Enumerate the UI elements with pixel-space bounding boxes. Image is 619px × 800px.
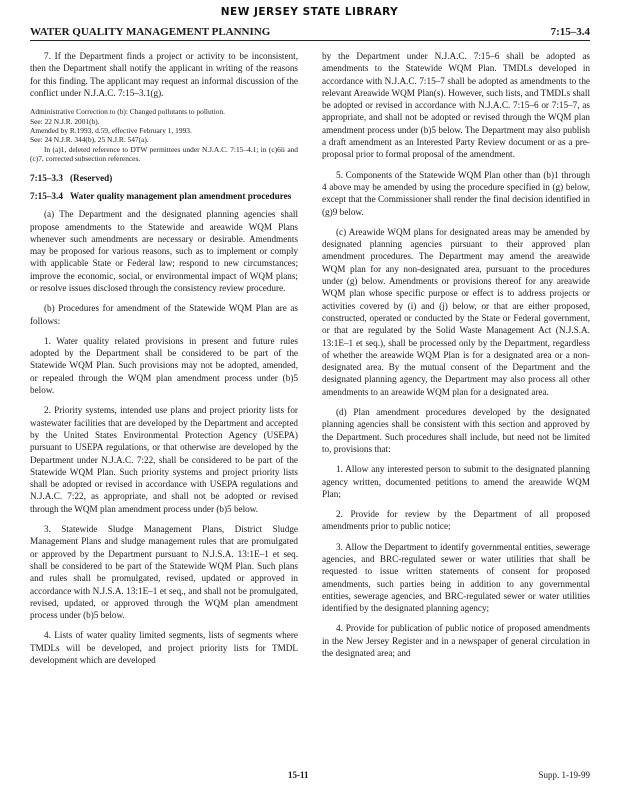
paragraph-d2: 2. Provide for review by the Department of all proposed amendments prior to public notice;: [322, 509, 590, 532]
paragraph-b4-continued: by the Department under N.J.A.C. 7:15–6 shall be adopted as amendments to the Statewide WQM Plan. TMDLs developed in accordance with N.J.A.C. 7:15–7 shall be adopted as amendments to the relevant Areawide WQM Plan(s). However, such lists, and TMDLs shall be adopted or revised in accordance with N.J.A.C. 7:15–6 or 7:15–7, as appropriate, and shall not be adopted or revised through the WQM plan amendment process under (b)5 below. The Department may also publish a draft amendment as an Interested Party Review document or as a pre-proposal prior to formal proposal of the amendment.: [322, 51, 590, 160]
left-column: [30, 50, 298, 674]
paragraph-a: (a) The Department and the designated planning agencies shall propose amendments to the Statewide and areawide WQM Plans whenever such amendments are necessary or desirable. Amendments may be proposed for various reasons, such as to implement or comply with applicable State or Federal law; respond to new circumstances; improve the economic, social, or environmental impact of WQM plans; or resolve issues disclosed through the consistency review procedure.: [30, 209, 298, 293]
running-header: [30, 26, 590, 41]
paragraph-c7: 7. If the Department finds a project or activity to be inconsistent, then the Department shall notify the applicant in writing of the reasons for this finding. The applicant may request an informal discussion of the conflict under N.J.A.C. 7:15–3.1(g).: [30, 51, 298, 98]
supplement-date: Supp. 1-19-99: [538, 770, 590, 780]
history-line: In (a)1, deleted reference to DTW permittees under N.J.A.C. 7:15–4.1; in (c)6ii and (c)7, corrected subsection references.: [30, 144, 298, 164]
header-title: WATER QUALITY MANAGEMENT PLANNING: [30, 26, 271, 38]
paragraph-d: (d) Plan amendment procedures developed by the designated planning agencies shall be consistent with this section and approved by the Department. Such procedures shall include, but need not be limited to, provisions that:: [322, 407, 590, 454]
section-heading-3-4: [30, 190, 298, 202]
section-title: (Reserved): [70, 172, 113, 183]
page-number: 15-11: [288, 770, 309, 780]
section-title: Water quality management plan amendment procedures: [70, 190, 292, 201]
paragraph-b1: 1. Water quality related provisions in present and future rules adopted by the Department shall be considered to be part of the Statewide WQM Plan. Such provisions may not be adopted, amended, or repealed through the WQM plan amendment process under (b)5 below.: [30, 335, 298, 396]
paragraph-d4: 4. Provide for publication of public notice of proposed amendments in the New Jersey Register and in a newspaper of general circulation in the designated area; and: [322, 623, 590, 659]
history-line: See: 24 N.J.R. 344(b), 25 N.J.R. 547(a).: [30, 135, 149, 145]
paragraph-d1: 1. Allow any interested person to submit to the designated planning agency written, documented petitions to amend the areawide WQM Plan;: [322, 464, 590, 499]
section-heading-3-3: [30, 172, 298, 184]
library-stamp: NEW JERSEY STATE LIBRARY: [220, 6, 399, 18]
paragraph-b: (b) Procedures for amendment of the Statewide WQM Plan are as follows:: [30, 303, 298, 326]
history-notes: [30, 107, 298, 163]
section-number: 7:15–3.3: [30, 172, 63, 183]
paragraph-d3: 3. Allow the Department to identify governmental entities, sewerage agencies, and BRC-regulated sewer or water utilities that shall be requested to issue written statements of consent for proposed amendments, such parties being in addition to any governmental entities, sewerage agencies, and BRC-regulated sewer or water utilities identified by the designated planning agency;: [322, 541, 590, 614]
paragraph-b4: 4. Lists of water quality limited segments, lists of segments where TMDLs will be developed, and project priority lists for TMDL development which are developed: [30, 630, 298, 666]
right-column: [322, 50, 590, 667]
history-line: Amended by R.1993, d.59, effective February 1, 1993.: [30, 126, 192, 135]
header-section-range: 7:15–3.4: [550, 26, 590, 38]
history-line: Administrative Correction to (b): Changed pollutants to pollution.: [30, 107, 226, 117]
paragraph-b3: 3. Statewide Sludge Management Plans, District Sludge Management Plans and sludge management rules that are promulgated or approved by the Department pursuant to N.J.S.A. 13:1E–1 et seq. shall be considered to be part of the Statewide WQM Plan. Such plans and rules shall be promulgated, revised, updated or approved in accordance with N.J.S.A. 13:1E–1 et seq., and shall not be promulgated, revised, updated, or approved through the WQM plan amendment process under (b)5 below.: [30, 524, 298, 621]
paragraph-b5: 5. Components of the Statewide WQM Plan other than (b)1 through 4 above may be amended by using the procedure specified in (g) below, except that the Commissioner shall render the final decision identified in (g)9 below.: [322, 169, 590, 217]
paragraph-b2: 2. Priority systems, intended use plans and project priority lists for wastewater facilities that are developed by the Department and accepted by the United States Environmental Protection Agency (USEPA) pursuant to USEPA regulations, or that otherwise are developed by the Department under N.J.A.C. 7:22, shall be considered to be part of the Statewide WQM Plan. Such priority systems and project priority lists shall be adopted or revised in accordance with USEPA regulations and N.J.A.C. 7:22, as appropriate, and shall not be adopted or revised through the WQM plan amendment process under (b)5 below.: [30, 405, 298, 514]
history-line: See: 22 N.J.R. 2001(b).: [30, 116, 100, 126]
paragraph-c: (c) Areawide WQM plans for designated areas may be amended by designated planning agencies pursuant to their approved plan amendment procedures. The Department may amend the areawide WQM plan for any non-designated area, pursuant to the procedures under (g) below. Amendments or provisions thereof for any areawide WQM plan whose specific purpose or effect is to address projects or activities covered by (i) and (j) below, or that are either proposed, constructed, operated or conducted by the State or Federal government, or that are regulated by the Solid Waste Management Act (N.J.S.A. 13:1E–1 et seq.), shall be processed only by the Department, regardless of whether the areawide WQM Plan is for a designated area or a non-designated area. By the mutual consent of the Department and the designated planning agency, the Department may also process all other amendments to an areawide WQM plan for a designated area.: [322, 226, 590, 397]
section-number: 7:15–3.4: [30, 190, 63, 201]
